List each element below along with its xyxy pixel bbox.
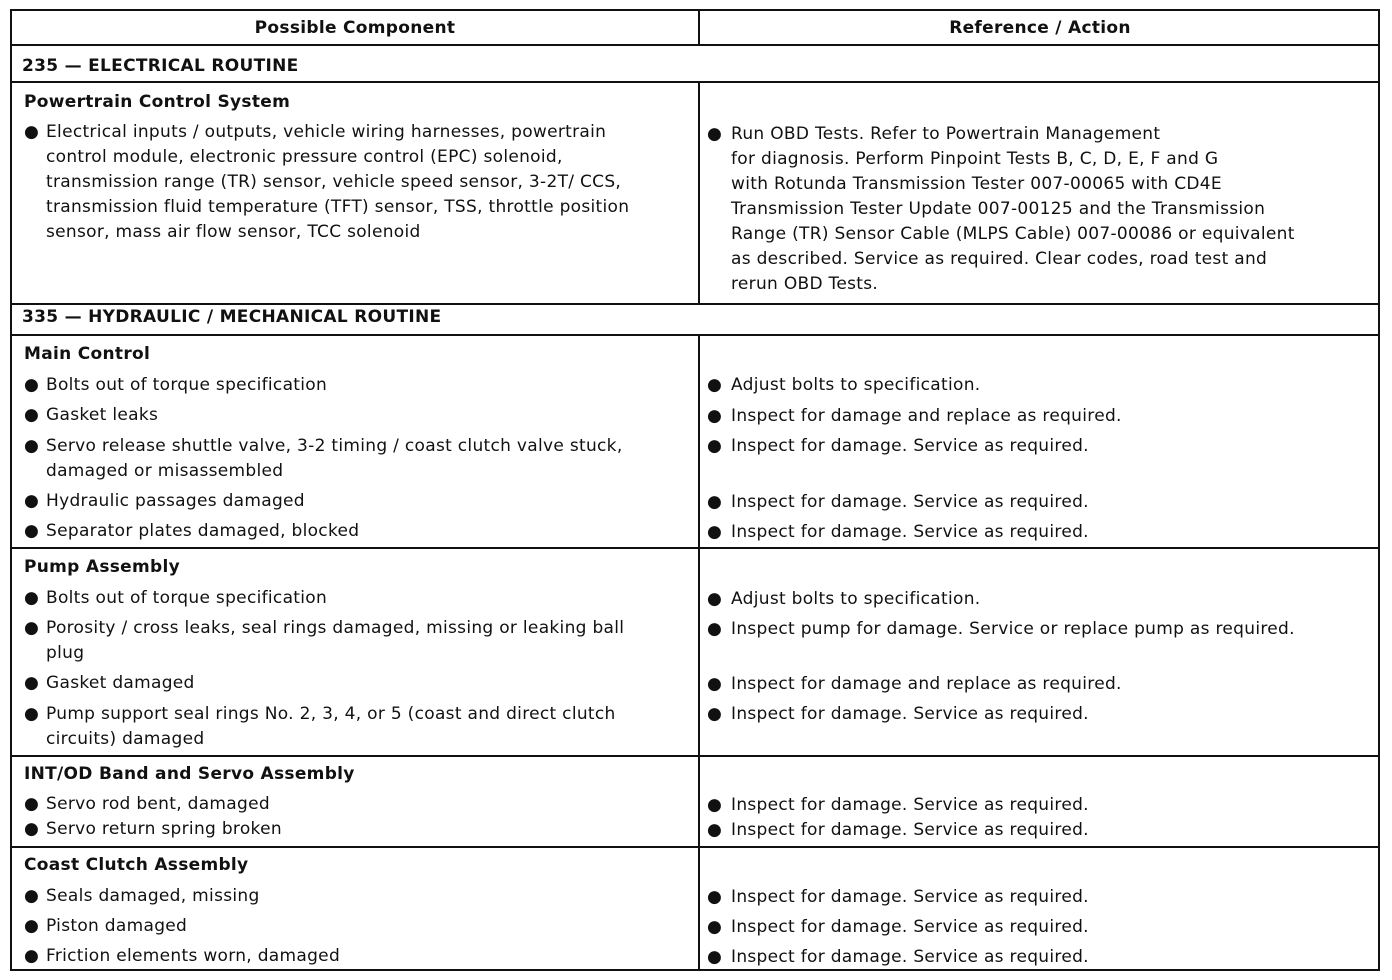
action-item [707, 793, 1372, 818]
bullet-icon: ● [707, 375, 723, 395]
bullet-icon: ● [707, 436, 723, 456]
column-header-action: Reference / Action [949, 18, 1131, 38]
component-item [24, 671, 696, 696]
bullet-icon: ● [24, 491, 40, 511]
bullet-icon: ● [707, 522, 723, 542]
component-text: Gasket leaks [46, 405, 159, 425]
action-text: Inspect for damage. Service as required. [731, 522, 1089, 542]
bullet-icon: ● [707, 947, 723, 967]
action-item [707, 915, 1372, 940]
section-title-hydraulic: 335 — HYDRAULIC / MECHANICAL ROUTINE [22, 307, 442, 327]
component-text: Bolts out of torque specification [46, 588, 328, 608]
action-item [707, 818, 1372, 843]
component-item [24, 944, 696, 969]
column-header-component: Possible Component [254, 18, 456, 38]
bullet-icon: ● [24, 704, 40, 724]
action-text: Inspect for damage. Service as required. [731, 820, 1089, 840]
action-text: Inspect for damage. Service as required. [731, 436, 1089, 456]
bullet-icon: ● [707, 820, 723, 840]
component-text: Servo rod bent, damaged [46, 794, 270, 814]
component-item [24, 616, 696, 666]
bullet-icon: ● [24, 819, 40, 839]
bullet-icon: ● [707, 917, 723, 937]
component-item [24, 519, 696, 544]
component-text: Pump support seal rings No. 2, 3, 4, or 5 (coast and direct clutch circuits) damaged [46, 704, 616, 749]
bullet-icon: ● [24, 794, 40, 814]
component-item [24, 373, 696, 398]
bullet-icon: ● [24, 946, 40, 966]
column-divider [698, 334, 700, 971]
component-item [24, 884, 696, 909]
section-divider [12, 334, 1378, 336]
bullet-icon: ● [24, 521, 40, 541]
action-item [707, 373, 1372, 398]
component-item [24, 817, 696, 842]
diagnostic-table [10, 9, 1380, 971]
action-item [707, 434, 1372, 459]
component-item [24, 120, 696, 245]
action-item [707, 885, 1372, 910]
section-title-electrical: 235 — ELECTRICAL ROUTINE [22, 56, 299, 76]
bullet-icon: ● [707, 887, 723, 907]
action-item [707, 490, 1372, 515]
bullet-icon: ● [707, 619, 723, 639]
action-text: Inspect pump for damage. Service or replace pump as required. [731, 619, 1295, 639]
action-text: Run OBD Tests. Refer to Powertrain Management for diagnosis. Perform Pinpoint Tests B, C, D, E, F and G with Rotunda Transmission Tester 007-00065 with CD4E Transmission Tester Update 007-00125 and the Transmission Range (TR) Sensor Cable (MLPS Cable) 007-00086 or equivalent as described. Service as required. Clear codes, road test and rerun OBD Tests. [731, 124, 1295, 294]
component-text: Gasket damaged [46, 673, 195, 693]
bullet-icon: ● [24, 588, 40, 608]
bullet-icon: ● [24, 436, 40, 456]
group-divider [12, 547, 1378, 549]
component-text: Bolts out of torque specification [46, 375, 328, 395]
component-text: Servo release shuttle valve, 3-2 timing / coast clutch valve stuck, damaged or misassembled [46, 436, 623, 481]
action-text: Inspect for damage. Service as required. [731, 887, 1089, 907]
bullet-icon: ● [707, 704, 723, 724]
component-item [24, 403, 696, 428]
action-text: Inspect for damage. Service as required. [731, 947, 1089, 967]
component-item [24, 702, 696, 752]
bullet-icon: ● [707, 674, 723, 694]
action-text: Inspect for damage. Service as required. [731, 917, 1089, 937]
action-item [707, 702, 1372, 727]
bullet-icon: ● [707, 492, 723, 512]
category-coast-clutch: Coast Clutch Assembly [24, 855, 249, 875]
component-text: Friction elements worn, damaged [46, 946, 341, 966]
bullet-icon: ● [24, 673, 40, 693]
action-text: Inspect for damage. Service as required. [731, 492, 1089, 512]
action-text: Inspect for damage. Service as required. [731, 704, 1089, 724]
category-powertrain-control-system: Powertrain Control System [24, 92, 291, 112]
group-divider [12, 755, 1378, 757]
component-text: Piston damaged [46, 916, 188, 936]
bullet-icon: ● [707, 124, 723, 144]
component-text: Separator plates damaged, blocked [46, 521, 360, 541]
header-divider [12, 44, 1378, 46]
action-text: Adjust bolts to specification. [731, 589, 981, 609]
component-text: Porosity / cross leaks, seal rings damaged, missing or leaking ball plug [46, 618, 625, 663]
action-item [707, 520, 1372, 545]
component-item [24, 586, 696, 611]
bullet-icon: ● [707, 795, 723, 815]
component-item [24, 434, 696, 484]
component-text: Servo return spring broken [46, 819, 282, 839]
bullet-icon: ● [707, 589, 723, 609]
action-item [707, 122, 1372, 297]
bullet-icon: ● [24, 916, 40, 936]
action-text: Inspect for damage. Service as required. [731, 795, 1089, 815]
category-main-control: Main Control [24, 344, 151, 364]
component-text: Electrical inputs / outputs, vehicle wiring harnesses, powertrain control module, electronic pressure control (EPC) solenoid, transmission range (TR) sensor, vehicle speed sensor, 3-2T/ CCS, transmission fluid temperature (TFT) sensor, TSS, throttle position sensor, mass air flow sensor, TCC solenoid [46, 122, 630, 242]
bullet-icon: ● [24, 405, 40, 425]
category-pump-assembly: Pump Assembly [24, 557, 180, 577]
bullet-icon: ● [24, 375, 40, 395]
column-divider [698, 81, 700, 303]
bullet-icon: ● [24, 122, 40, 142]
component-text: Hydraulic passages damaged [46, 491, 305, 511]
component-text: Seals damaged, missing [46, 886, 260, 906]
component-item [24, 489, 696, 514]
action-item [707, 672, 1372, 697]
action-text: Adjust bolts to specification. [731, 375, 981, 395]
section-divider [12, 81, 1378, 83]
action-text: Inspect for damage and replace as required. [731, 674, 1122, 694]
section-divider [12, 303, 1378, 305]
component-item [24, 914, 696, 939]
action-item [707, 404, 1372, 429]
action-item [707, 945, 1372, 970]
bullet-icon: ● [24, 618, 40, 638]
action-item [707, 587, 1372, 612]
action-item [707, 617, 1372, 642]
category-int-od-band: INT/OD Band and Servo Assembly [24, 764, 355, 784]
group-divider [12, 846, 1378, 848]
bullet-icon: ● [24, 886, 40, 906]
action-text: Inspect for damage and replace as required. [731, 406, 1122, 426]
component-item [24, 792, 696, 817]
bullet-icon: ● [707, 406, 723, 426]
